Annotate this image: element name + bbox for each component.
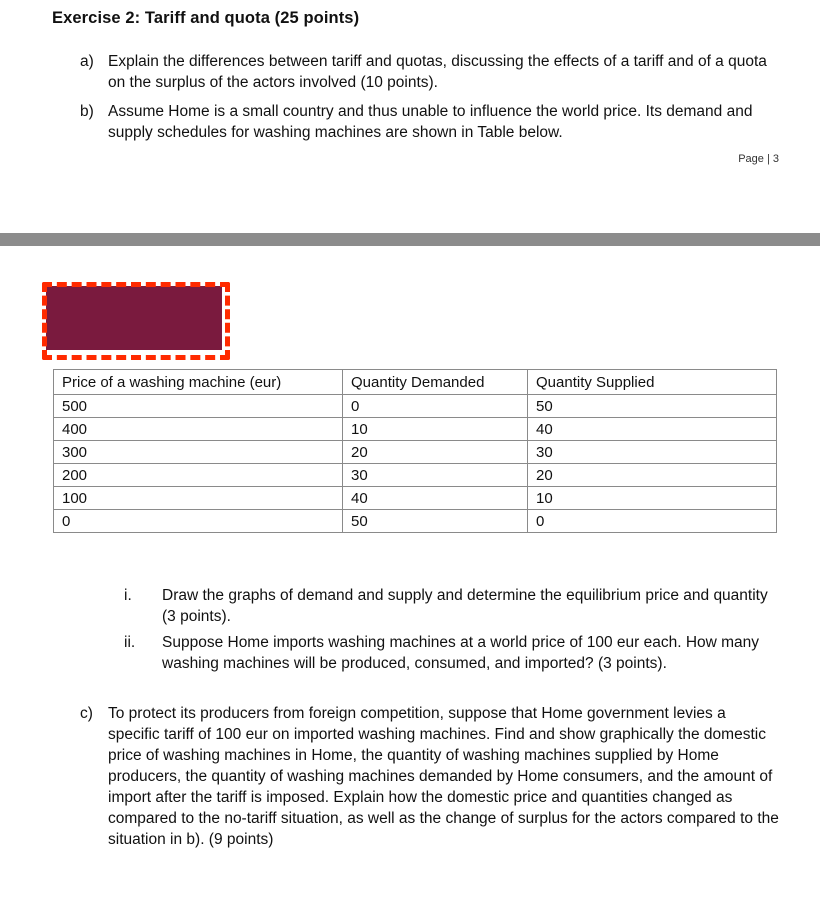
question-c-text: To protect its producers from foreign competition, suppose that Home government levies a specific tariff of 100 eur on imported washing machines. Find and show graphically the domestic price of washing machines in Home, the quantity of washing machines supplied by Home producers, the quantity of washing machines demanded by Home consumers, and the amount of import after the tariff is imposed. Explain how the domestic price and quantities changed as compared to the no-tariff situation, as well as the change of surplus for the actors compared to the situation in b). (9 points) xyxy=(108,705,779,848)
header-quantity-supplied: Quantity Supplied xyxy=(528,370,777,395)
cell-price: 100 xyxy=(54,487,343,510)
table-row xyxy=(54,487,777,510)
header-quantity-demanded: Quantity Demanded xyxy=(343,370,528,395)
subquestion-ii xyxy=(124,632,784,674)
header-price: Price of a washing machine (eur) xyxy=(54,370,343,395)
question-a-label: a) xyxy=(80,53,94,70)
table-row xyxy=(54,395,777,418)
cell-supplied: 30 xyxy=(528,441,777,464)
cell-supplied: 50 xyxy=(528,395,777,418)
table-header-row xyxy=(54,370,777,395)
subquestion-i xyxy=(124,585,784,627)
redaction-dashed-border xyxy=(42,282,230,360)
page-number: Page | 3 xyxy=(738,153,779,165)
cell-demanded: 50 xyxy=(343,510,528,533)
table-row xyxy=(54,441,777,464)
question-b-text: Assume Home is a small country and thus unable to influence the world price. Its demand and supply schedules for washing machines are shown in Table below. xyxy=(108,103,753,141)
question-a xyxy=(80,51,780,93)
cell-demanded: 30 xyxy=(343,464,528,487)
subquestion-ii-label: ii. xyxy=(124,634,136,651)
cell-demanded: 20 xyxy=(343,441,528,464)
cell-price: 300 xyxy=(54,441,343,464)
question-b-label: b) xyxy=(80,103,94,120)
cell-price: 0 xyxy=(54,510,343,533)
cell-demanded: 40 xyxy=(343,487,528,510)
table-row xyxy=(54,464,777,487)
subquestion-i-text: Draw the graphs of demand and supply and determine the equilibrium price and quantity (3 points). xyxy=(162,587,768,625)
cell-supplied: 0 xyxy=(528,510,777,533)
question-b xyxy=(80,101,780,143)
cell-supplied: 10 xyxy=(528,487,777,510)
exercise-title: Exercise 2: Tariff and quota (25 points) xyxy=(52,9,360,27)
demand-supply-table xyxy=(53,369,777,533)
cell-supplied: 20 xyxy=(528,464,777,487)
page-divider xyxy=(0,233,820,246)
table-row xyxy=(54,510,777,533)
cell-demanded: 0 xyxy=(343,395,528,418)
subquestion-ii-text: Suppose Home imports washing machines at a world price of 100 eur each. How many washing machines will be produced, consumed, and imported? (3 points). xyxy=(162,634,760,672)
cell-demanded: 10 xyxy=(343,418,528,441)
subquestion-i-label: i. xyxy=(124,587,132,604)
cell-price: 500 xyxy=(54,395,343,418)
question-c-label: c) xyxy=(80,705,93,722)
question-a-text: Explain the differences between tariff and quotas, discussing the effects of a tariff and of a quota on the surplus of the actors involved (10 points). xyxy=(108,53,767,91)
table-row xyxy=(54,418,777,441)
cell-price: 400 xyxy=(54,418,343,441)
cell-price: 200 xyxy=(54,464,343,487)
question-c xyxy=(80,703,780,850)
cell-supplied: 40 xyxy=(528,418,777,441)
